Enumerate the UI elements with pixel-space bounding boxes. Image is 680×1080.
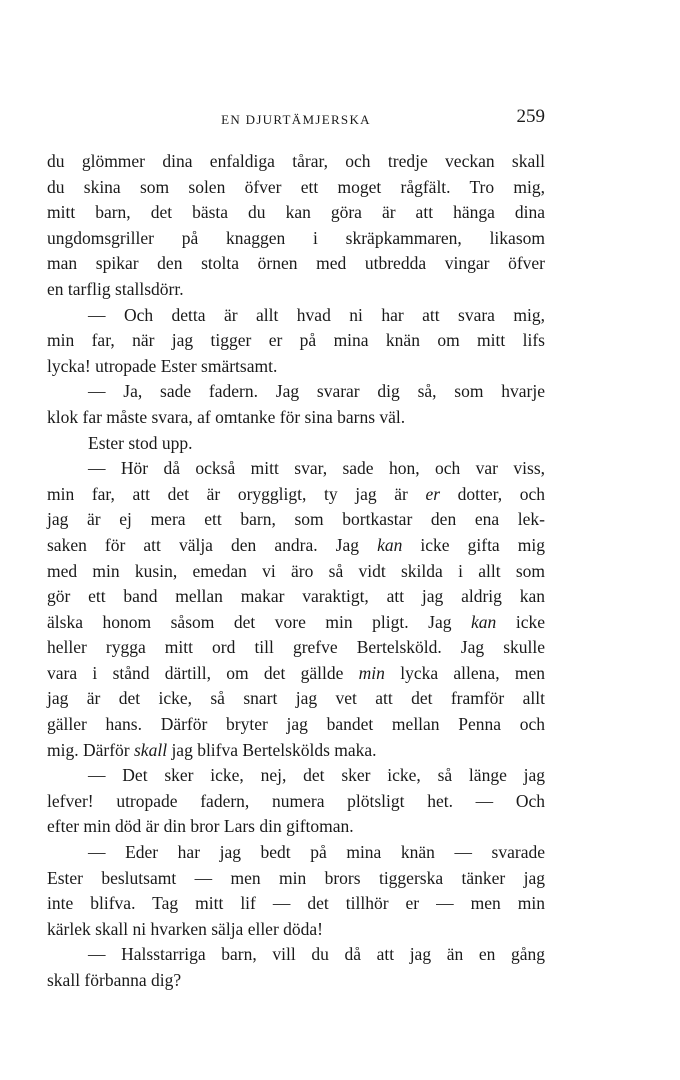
text-segment: en tarflig stallsdörr. xyxy=(47,278,184,299)
text-line xyxy=(47,533,545,559)
text-line xyxy=(47,635,545,661)
text-line xyxy=(47,482,545,508)
text-line xyxy=(47,328,545,354)
text-segment: min far, när jag tigger er på mina knän om mitt lifs xyxy=(47,330,545,351)
text-segment: — Hör då också mitt svar, sade hon, och var viss, xyxy=(88,458,545,479)
text-segment: älska honom såsom det vore min pligt. Jag xyxy=(47,611,472,632)
text-line xyxy=(47,354,545,380)
text-segment: — Halsstarriga barn, vill du då att jag än en gång xyxy=(88,944,545,965)
text-segment: du glömmer dina enfaldiga tårar, och tredje veckan skall xyxy=(47,151,545,171)
text-segment: vara i stånd därtill, om det gällde xyxy=(47,662,359,683)
text-line xyxy=(47,686,545,712)
text-line xyxy=(47,661,545,687)
emphasized-word: min xyxy=(358,662,385,683)
text-segment: skall förbanna dig? xyxy=(47,970,182,990)
emphasized-word: er xyxy=(425,483,441,504)
text-segment: saken för att välja den andra. Jag xyxy=(47,534,378,555)
text-segment: — Det sker icke, nej, det sker icke, så länge jag xyxy=(88,765,545,786)
text-line xyxy=(47,149,545,175)
text-segment: lycka allena, men xyxy=(384,662,545,683)
text-line xyxy=(47,277,545,303)
text-line xyxy=(47,303,545,329)
running-head xyxy=(47,106,545,134)
text-line xyxy=(47,738,545,764)
text-segment: mig. Därför xyxy=(47,739,134,760)
body-text xyxy=(47,149,545,994)
running-title: EN DJURTÄMJERSKA xyxy=(221,112,371,127)
text-line xyxy=(47,405,545,431)
text-segment: klok far måste svara, af omtanke för sina barns väl. xyxy=(47,406,406,427)
page-number: 259 xyxy=(516,106,545,127)
text-segment: gör ett band mellan makar varaktigt, att jag aldrig kan xyxy=(47,586,545,607)
text-line xyxy=(47,917,545,943)
text-line xyxy=(47,251,545,277)
text-line xyxy=(47,789,545,815)
text-segment: jag är det icke, så snart jag vet att det framför allt xyxy=(47,688,545,709)
text-segment: lefver! utropade fadern, numera plötsligt het. — Och xyxy=(47,790,545,811)
text-line xyxy=(47,584,545,610)
text-line xyxy=(47,200,545,226)
text-segment: Ester stod upp. xyxy=(88,432,193,453)
text-segment: ungdomsgriller på knaggen i skräpkammaren, likasom xyxy=(47,227,545,248)
emphasized-word: kan xyxy=(377,534,403,555)
text-line xyxy=(47,559,545,585)
text-segment: man spikar den stolta örnen med utbredda vingar öfver xyxy=(47,253,545,274)
text-line xyxy=(47,175,545,201)
text-segment: jag blifva Bertelskölds maka. xyxy=(167,739,377,760)
text-line xyxy=(47,840,545,866)
text-line xyxy=(47,610,545,636)
text-line xyxy=(47,431,545,457)
text-segment: — Ja, sade fadern. Jag svarar dig så, som hvarje xyxy=(88,381,545,402)
text-line xyxy=(47,507,545,533)
text-segment: du skina som solen öfver ett moget rågfält. Tro mig, xyxy=(47,176,545,197)
text-line xyxy=(47,968,545,994)
text-line xyxy=(47,763,545,789)
text-line xyxy=(47,456,545,482)
text-line xyxy=(47,866,545,892)
text-segment: heller rygga mitt ord till grefve Bertelsköld. Jag skulle xyxy=(47,637,545,658)
text-segment: efter min död är din bror Lars din giftoman. xyxy=(47,816,354,837)
text-segment: kärlek skall ni hvarken sälja eller döda! xyxy=(47,918,324,939)
text-segment: — Och detta är allt hvad ni har att svara mig, xyxy=(88,304,545,325)
text-line xyxy=(47,712,545,738)
text-segment: med min kusin, emedan vi äro så vidt skilda i allt som xyxy=(47,560,545,581)
text-line xyxy=(47,814,545,840)
text-segment: icke gifta mig xyxy=(402,534,545,555)
emphasized-word: kan xyxy=(471,611,497,632)
text-segment: dotter, och xyxy=(440,483,546,504)
text-segment: jag är ej mera ett barn, som bortkastar den ena lek- xyxy=(47,509,545,530)
text-line xyxy=(47,226,545,252)
text-line xyxy=(47,379,545,405)
text-segment: mitt barn, det bästa du kan göra är att hänga dina xyxy=(47,202,545,223)
text-segment: gäller hans. Därför bryter jag bandet mellan Penna och xyxy=(47,714,545,735)
text-segment: lycka! utropade Ester smärtsamt. xyxy=(47,355,278,376)
text-segment: Ester beslutsamt — men min brors tiggerska tänker jag xyxy=(47,867,545,888)
emphasized-word: skall xyxy=(134,739,168,760)
text-line xyxy=(47,942,545,968)
text-line xyxy=(47,891,545,917)
text-segment: inte blifva. Tag mitt lif — det tillhör er — men min xyxy=(47,893,545,914)
text-segment: — Eder har jag bedt på mina knän — svarade xyxy=(88,842,545,863)
text-segment: min far, att det är oryggligt, ty jag är xyxy=(47,483,426,504)
text-segment: icke xyxy=(496,611,545,632)
